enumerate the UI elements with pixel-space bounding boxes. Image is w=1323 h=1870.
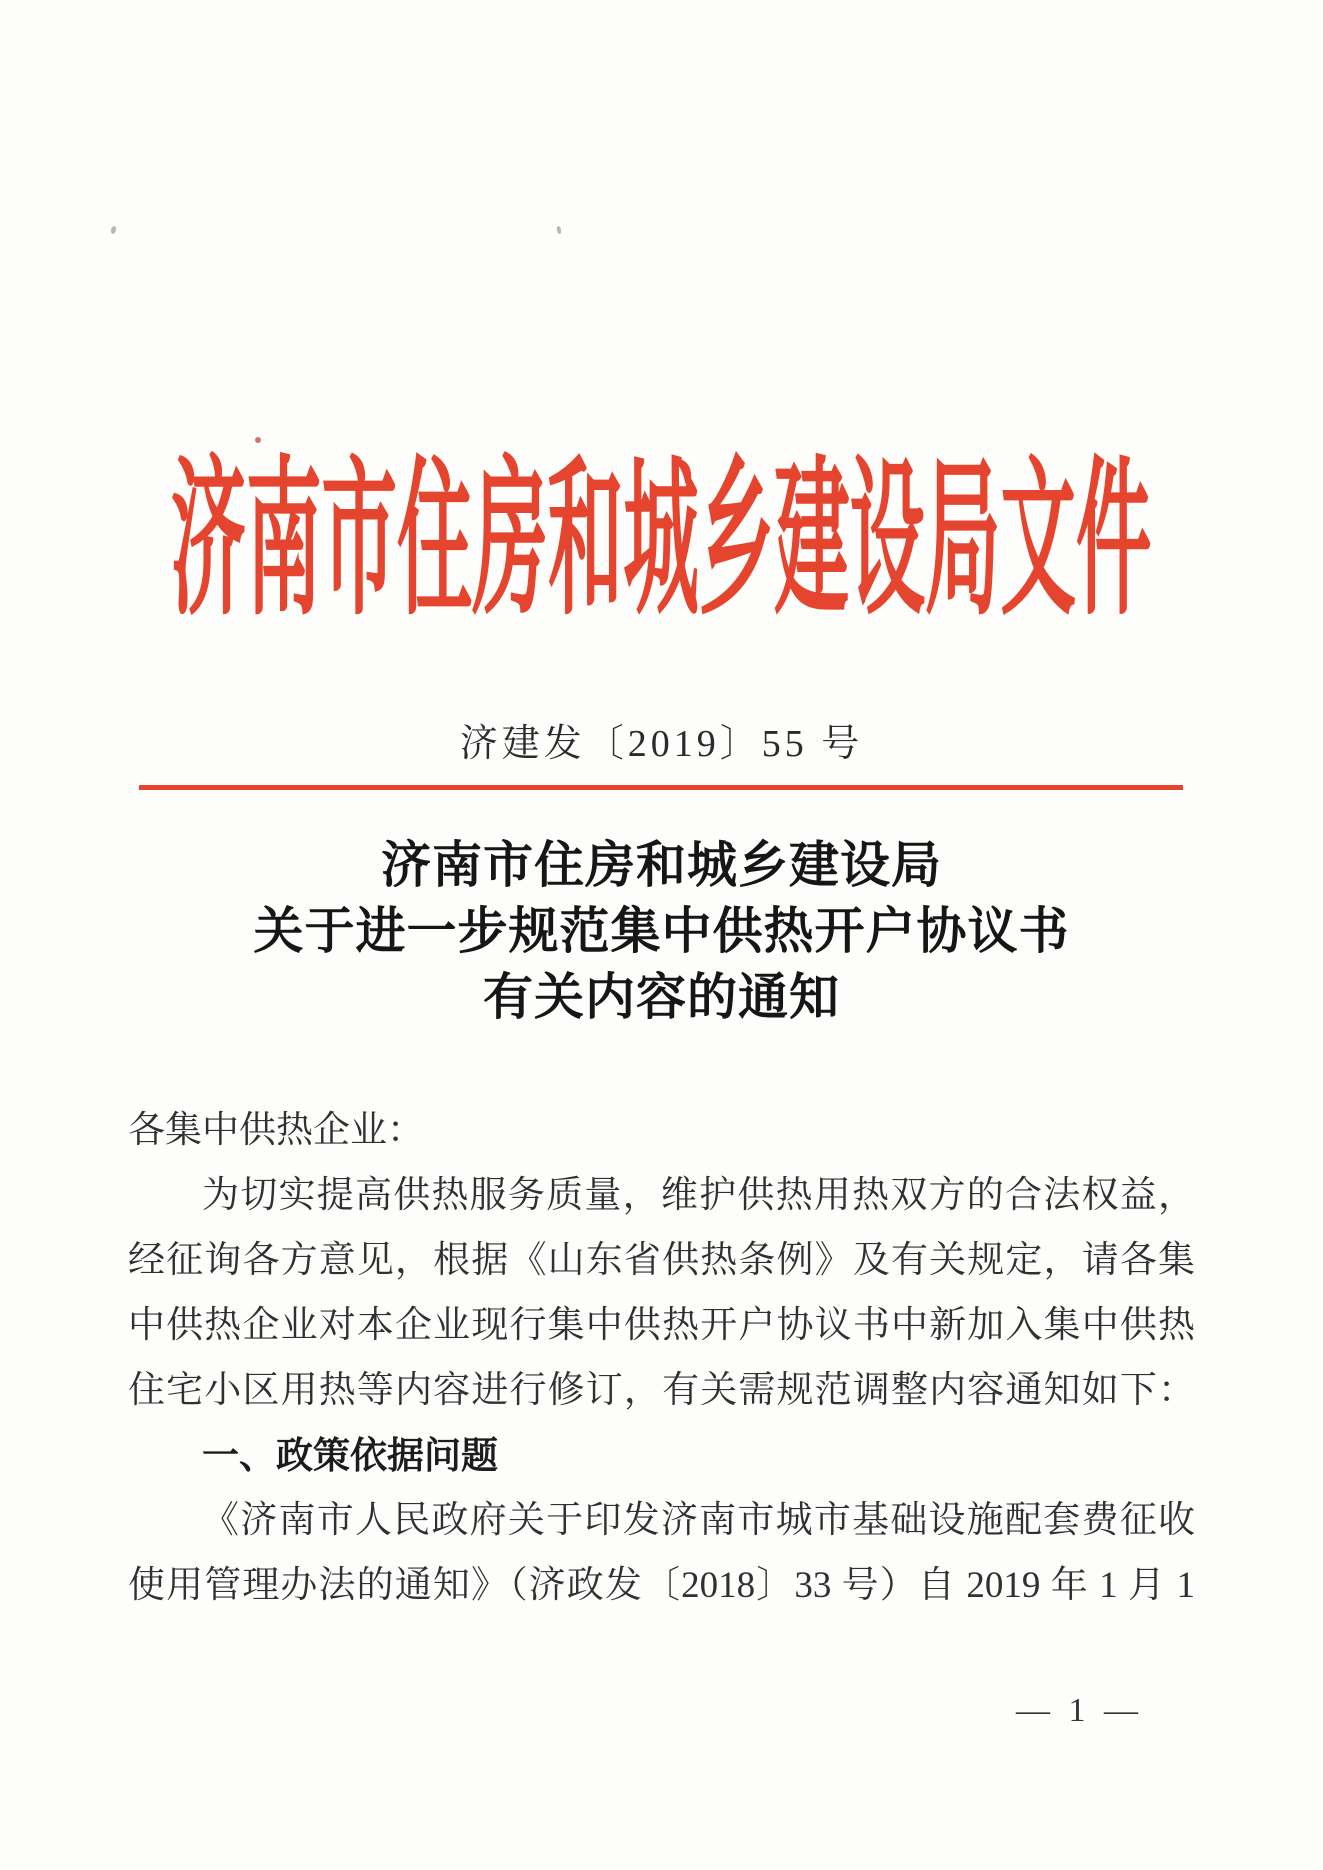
document-number: 济建发〔2019〕55 号 [459, 723, 864, 765]
body-line: 《济南市人民政府关于印发济南市城市基础设施配套费征收 [202, 1500, 1195, 1541]
red-divider-line [139, 785, 1183, 790]
scan-speck [110, 226, 117, 235]
salutation: 各集中供热企业： [128, 1110, 424, 1151]
agency-banner [0, 438, 1323, 636]
page-number: — 1 — [1016, 1692, 1143, 1729]
body-line: 中供热企业对本企业现行集中供热开户协议书中新加入集中供热 [128, 1305, 1195, 1346]
body-line: 使用管理办法的通知》（济政发〔2018〕33 号）自 2019 年 1 月 1 [128, 1565, 1195, 1606]
agency-banner-text: 济南市住房和城乡建设局文件 [171, 446, 1152, 636]
section-heading: 一、政策依据问题 [202, 1435, 498, 1476]
document-title [0, 832, 1323, 1030]
body-line: 经征询各方意见，根据《山东省供热条例》及有关规定，请各集 [128, 1240, 1195, 1281]
title-line-1: 济南市住房和城乡建设局 [381, 837, 942, 893]
body-line: 住宅小区用热等内容进行修订，有关需规范调整内容通知如下： [128, 1370, 1195, 1411]
document-body [128, 1098, 1195, 1618]
body-line: 为切实提高供热服务质量，维护供热用热双方的合法权益， [202, 1175, 1195, 1216]
title-line-3: 有关内容的通知 [483, 969, 840, 1025]
title-line-2: 关于进一步规范集中供热开户协议书 [253, 903, 1070, 959]
scan-speck [556, 226, 561, 235]
